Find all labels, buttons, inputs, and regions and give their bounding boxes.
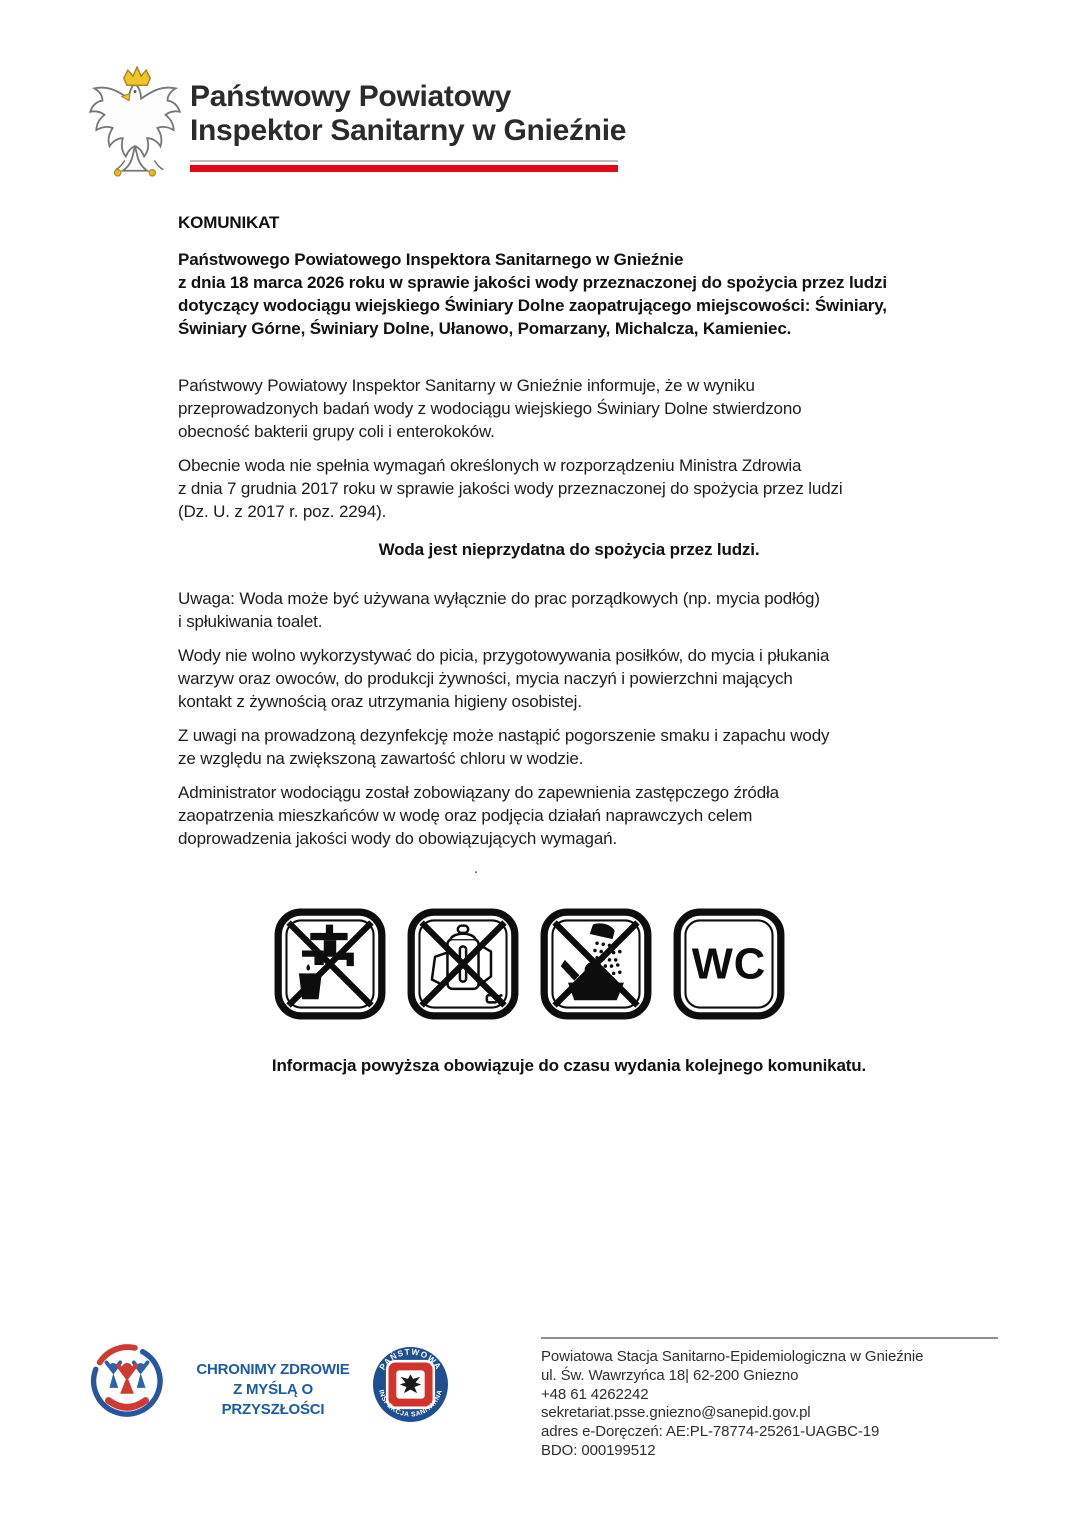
org-name-line1: Państwowy Powiatowy	[190, 80, 512, 113]
paragraph-line: Administrator wodociągu został zobowiązany do zapewnienia zastępczego źródła	[178, 783, 779, 802]
subject-line: z dnia 18 marca 2026 roku w sprawie jakości wody przeznaczonej do spożycia przez ludzi	[178, 273, 887, 292]
header-flag-rule	[190, 160, 618, 172]
paragraph-line: przeprowadzonych badań wody z wodociągu wiejskiego Świniary Dolne stwierdzono	[178, 399, 802, 418]
contact-phone: +48 61 4262242	[541, 1385, 649, 1403]
org-name-line2: Inspektor Sanitarny w Gnieźnie	[190, 114, 627, 147]
paragraph-line: Obecnie woda nie spełnia wymagań określonych w rozporządzeniu Ministra Zdrowia	[178, 456, 802, 475]
paragraph-administrator	[178, 781, 960, 850]
paragraph-disinfection	[178, 724, 960, 770]
wc-label: WC	[691, 940, 767, 989]
subject-line: Świniary Górne, Świniary Dolne, Ułanowo, Pomarzany, Michalcza, Kamieniec.	[178, 319, 792, 338]
badge-text-bottom: INSPEKCJA SANITARNA	[377, 1389, 444, 1419]
paragraph-line: kontakt z żywnością oraz utrzymania higieny osobistej.	[178, 692, 582, 711]
water-unfit-statement: Woda jest nieprzydatna do spożycia przez ludzi.	[378, 540, 760, 559]
document-body	[178, 211, 960, 850]
campaign-slogan	[180, 1360, 366, 1420]
wc-icon	[672, 903, 786, 1025]
footer-divider	[541, 1337, 998, 1339]
header-rule-gray	[190, 160, 618, 162]
paragraph-line: Państwowy Powiatowy Inspektor Sanitarny w Gnieźnie informuje, że w wyniku	[178, 376, 755, 395]
polish-eagle-logo-icon	[84, 66, 186, 186]
paragraph-line: Wody nie wolno wykorzystywać do picia, przygotowywania posiłków, do mycia i płukania	[178, 646, 830, 665]
contact-edelivery: adres e-Doręczeń: AE:PL-78774-25261-UAGBC-19	[541, 1423, 880, 1441]
paragraph-line: (Dz. U. z 2017 r. poz. 2294).	[178, 502, 387, 521]
chronimy-zdrowie-logo-icon	[86, 1340, 168, 1424]
slogan-line1: CHRONIMY ZDROWIE	[196, 1361, 350, 1378]
paragraph-line: obecność bakterii grupy coli i enterokoków.	[178, 422, 495, 441]
paragraph-regulation	[178, 454, 960, 523]
badge-text-top: PAŃSTWOWA	[377, 1346, 444, 1372]
komunikat-heading: KOMUNIKAT	[178, 213, 280, 232]
paragraph-prohibitions	[178, 644, 960, 713]
panstwowa-inspekcja-sanitarna-badge-icon	[372, 1346, 449, 1423]
paragraph-line: warzyw oraz owoców, do produkcji żywności, mycia naczyń i powierzchni mających	[178, 669, 793, 688]
contact-email: sekretariat.psse.gniezno@sanepid.gov.pl	[541, 1404, 811, 1422]
slogan-line2: Z MYŚLĄ O PRZYSZŁOŚCI	[221, 1381, 325, 1418]
header-rule-red	[190, 165, 618, 172]
subject-line: dotyczący wodociągu wiejskiego Świniary Dolne zaopatrującego miejscowości: Świniary,	[178, 296, 887, 315]
contact-block	[541, 1348, 923, 1461]
paragraph-line: Z uwagi na prowadzoną dezynfekcję może nastąpić pogorszenie smaku i zapachu wody	[178, 726, 830, 745]
no-bathing-shower-icon	[539, 903, 653, 1025]
stray-scan-mark: .	[474, 860, 479, 877]
subject-paragraph	[178, 248, 960, 340]
subject-line: Państwowego Powiatowego Inspektora Sanitarnego w Gnieźnie	[178, 250, 684, 269]
paragraph-line: zaopatrzenia mieszkańców w wodę oraz podjęcia działań naprawczych celem	[178, 806, 753, 825]
paragraph-line: ze względu na zwiększoną zawartość chloru w wodzie.	[178, 749, 584, 768]
contact-address: ul. Św. Wawrzyńca 18| 62-200 Gniezno	[541, 1366, 799, 1384]
paragraph-findings	[178, 374, 960, 443]
no-drinking-tap-water-icon	[273, 903, 387, 1025]
paragraph-line: i spłukiwania toalet.	[178, 612, 323, 631]
contact-org-name: Powiatowa Stacja Sanitarno-Epidemiologiczna w Gnieźnie	[541, 1348, 924, 1365]
contact-bdo: BDO: 000199512	[541, 1441, 656, 1459]
prohibition-pictograms	[273, 903, 786, 1025]
paragraph-uwaga	[178, 587, 960, 633]
paragraph-line: z dnia 7 grudnia 2017 roku w sprawie jakości wody przeznaczonej do spożycia przez ludzi	[178, 479, 843, 498]
no-kettle-cooking-icon	[406, 903, 520, 1025]
org-name	[190, 80, 626, 148]
closing-note: Informacja powyższa obowiązuje do czasu wydania kolejnego komunikatu.	[271, 1056, 867, 1075]
paragraph-line: Uwaga: Woda może być używana wyłącznie do prac porządkowych (np. mycia podłóg)	[178, 589, 820, 608]
paragraph-line: doprowadzenia jakości wody do obowiązujących wymagań.	[178, 829, 618, 848]
